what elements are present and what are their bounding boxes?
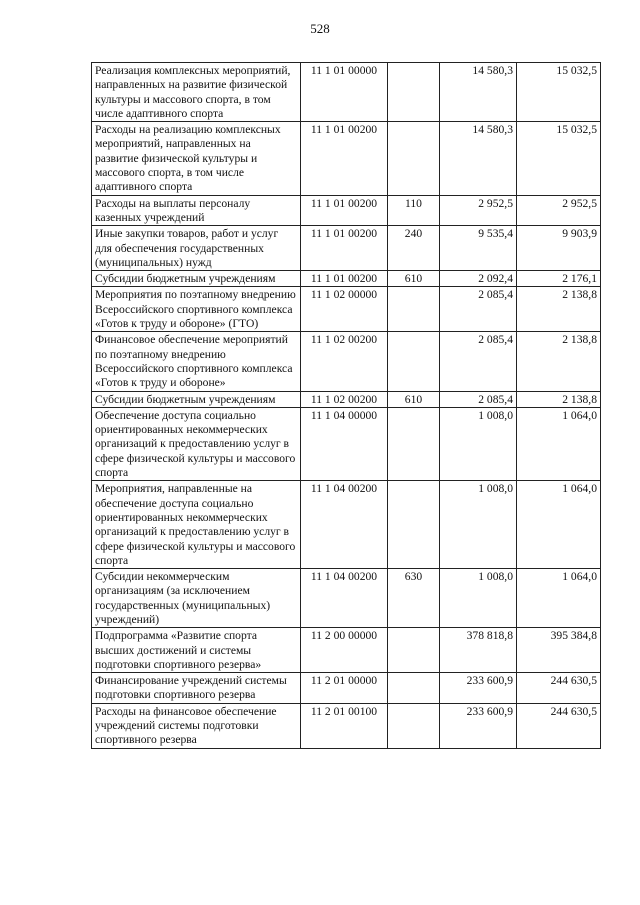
row-expense-type-cell: 610 bbox=[388, 391, 440, 407]
row-amount-cell: 2 952,5 bbox=[440, 195, 517, 226]
row-amount-cell: 395 384,8 bbox=[517, 628, 601, 673]
row-expense-type-cell: 110 bbox=[388, 195, 440, 226]
row-amount-cell: 1 064,0 bbox=[517, 569, 601, 628]
page-number: 528 bbox=[310, 21, 330, 36]
row-code-cell: 11 1 01 00200 bbox=[301, 271, 388, 287]
row-amount-cell: 2 085,4 bbox=[440, 332, 517, 391]
table-row bbox=[92, 407, 601, 480]
row-expense-type-cell bbox=[388, 407, 440, 480]
table-row bbox=[92, 122, 601, 195]
table-row bbox=[92, 63, 601, 122]
row-expense-type-cell: 630 bbox=[388, 569, 440, 628]
table-row bbox=[92, 226, 601, 271]
table-row bbox=[92, 391, 601, 407]
row-expense-type-cell bbox=[388, 122, 440, 195]
row-name-cell: Мероприятия по поэтапному внедрению Всероссийского спортивного комплекса «Готов к труду и обороне» (ГТО) bbox=[92, 287, 301, 332]
row-amount-cell: 2 085,4 bbox=[440, 287, 517, 332]
row-amount-cell: 1 064,0 bbox=[517, 481, 601, 569]
row-amount-cell: 2 176,1 bbox=[517, 271, 601, 287]
row-name-cell: Подпрограмма «Развитие спорта высших достижений и системы подготовки спортивного резерва» bbox=[92, 628, 301, 673]
row-code-cell: 11 2 00 00000 bbox=[301, 628, 388, 673]
table-row bbox=[92, 195, 601, 226]
row-code-cell: 11 1 01 00200 bbox=[301, 226, 388, 271]
row-amount-cell: 244 630,5 bbox=[517, 673, 601, 704]
row-amount-cell: 2 092,4 bbox=[440, 271, 517, 287]
row-amount-cell: 2 138,8 bbox=[517, 391, 601, 407]
budget-table bbox=[91, 62, 601, 749]
row-amount-cell: 1 064,0 bbox=[517, 407, 601, 480]
row-name-cell: Финансирование учреждений системы подготовки спортивного резерва bbox=[92, 673, 301, 704]
table-row bbox=[92, 481, 601, 569]
row-amount-cell: 14 580,3 bbox=[440, 122, 517, 195]
row-amount-cell: 2 085,4 bbox=[440, 391, 517, 407]
row-expense-type-cell bbox=[388, 628, 440, 673]
row-name-cell: Субсидии бюджетным учреждениям bbox=[92, 391, 301, 407]
row-amount-cell: 15 032,5 bbox=[517, 122, 601, 195]
row-code-cell: 11 1 04 00000 bbox=[301, 407, 388, 480]
row-amount-cell: 233 600,9 bbox=[440, 673, 517, 704]
row-expense-type-cell bbox=[388, 332, 440, 391]
row-code-cell: 11 1 01 00000 bbox=[301, 63, 388, 122]
row-expense-type-cell: 240 bbox=[388, 226, 440, 271]
row-amount-cell: 1 008,0 bbox=[440, 407, 517, 480]
table-row bbox=[92, 271, 601, 287]
row-code-cell: 11 1 02 00000 bbox=[301, 287, 388, 332]
row-expense-type-cell bbox=[388, 673, 440, 704]
row-expense-type-cell: 610 bbox=[388, 271, 440, 287]
row-code-cell: 11 2 01 00100 bbox=[301, 703, 388, 748]
row-code-cell: 11 1 02 00200 bbox=[301, 391, 388, 407]
row-amount-cell: 1 008,0 bbox=[440, 569, 517, 628]
row-name-cell: Мероприятия, направленные на обеспечение доступа социально ориентированных некоммерческих организаций к предоставлению услуг в сфере физической культуры и массового спорта bbox=[92, 481, 301, 569]
row-code-cell: 11 1 01 00200 bbox=[301, 195, 388, 226]
row-name-cell: Реализация комплексных мероприятий, направленных на развитие физической культуры и массового спорта, в том числе адаптивного спорта bbox=[92, 63, 301, 122]
row-code-cell: 11 1 01 00200 bbox=[301, 122, 388, 195]
row-name-cell: Расходы на финансовое обеспечение учреждений системы подготовки спортивного резерва bbox=[92, 703, 301, 748]
row-code-cell: 11 2 01 00000 bbox=[301, 673, 388, 704]
row-amount-cell: 2 952,5 bbox=[517, 195, 601, 226]
budget-table-body bbox=[92, 63, 601, 749]
row-name-cell: Субсидии бюджетным учреждениям bbox=[92, 271, 301, 287]
row-amount-cell: 2 138,8 bbox=[517, 332, 601, 391]
row-name-cell: Финансовое обеспечение мероприятий по поэтапному внедрению Всероссийского спортивного комплекса «Готов к труду и обороне» bbox=[92, 332, 301, 391]
row-amount-cell: 15 032,5 bbox=[517, 63, 601, 122]
table-row bbox=[92, 628, 601, 673]
table-row bbox=[92, 703, 601, 748]
row-name-cell: Расходы на выплаты персоналу казенных учреждений bbox=[92, 195, 301, 226]
table-row bbox=[92, 569, 601, 628]
row-amount-cell: 378 818,8 bbox=[440, 628, 517, 673]
row-expense-type-cell bbox=[388, 703, 440, 748]
row-amount-cell: 9 903,9 bbox=[517, 226, 601, 271]
row-amount-cell: 9 535,4 bbox=[440, 226, 517, 271]
row-expense-type-cell bbox=[388, 287, 440, 332]
row-code-cell: 11 1 04 00200 bbox=[301, 569, 388, 628]
table-row bbox=[92, 332, 601, 391]
table-row bbox=[92, 287, 601, 332]
row-name-cell: Расходы на реализацию комплексных мероприятий, направленных на развитие физической культуры и массового спорта, в том числе адаптивного спорта bbox=[92, 122, 301, 195]
row-amount-cell: 2 138,8 bbox=[517, 287, 601, 332]
table-row bbox=[92, 673, 601, 704]
row-amount-cell: 14 580,3 bbox=[440, 63, 517, 122]
row-amount-cell: 244 630,5 bbox=[517, 703, 601, 748]
row-code-cell: 11 1 04 00200 bbox=[301, 481, 388, 569]
row-expense-type-cell bbox=[388, 481, 440, 569]
row-amount-cell: 1 008,0 bbox=[440, 481, 517, 569]
row-name-cell: Иные закупки товаров, работ и услуг для обеспечения государственных (муниципальных) нужд bbox=[92, 226, 301, 271]
row-name-cell: Обеспечение доступа социально ориентированных некоммерческих организаций к предоставлению услуг в сфере физической культуры и массового спорта bbox=[92, 407, 301, 480]
row-amount-cell: 233 600,9 bbox=[440, 703, 517, 748]
row-expense-type-cell bbox=[388, 63, 440, 122]
row-name-cell: Субсидии некоммерческим организациям (за исключением государственных (муниципальных) учреждений) bbox=[92, 569, 301, 628]
row-code-cell: 11 1 02 00200 bbox=[301, 332, 388, 391]
